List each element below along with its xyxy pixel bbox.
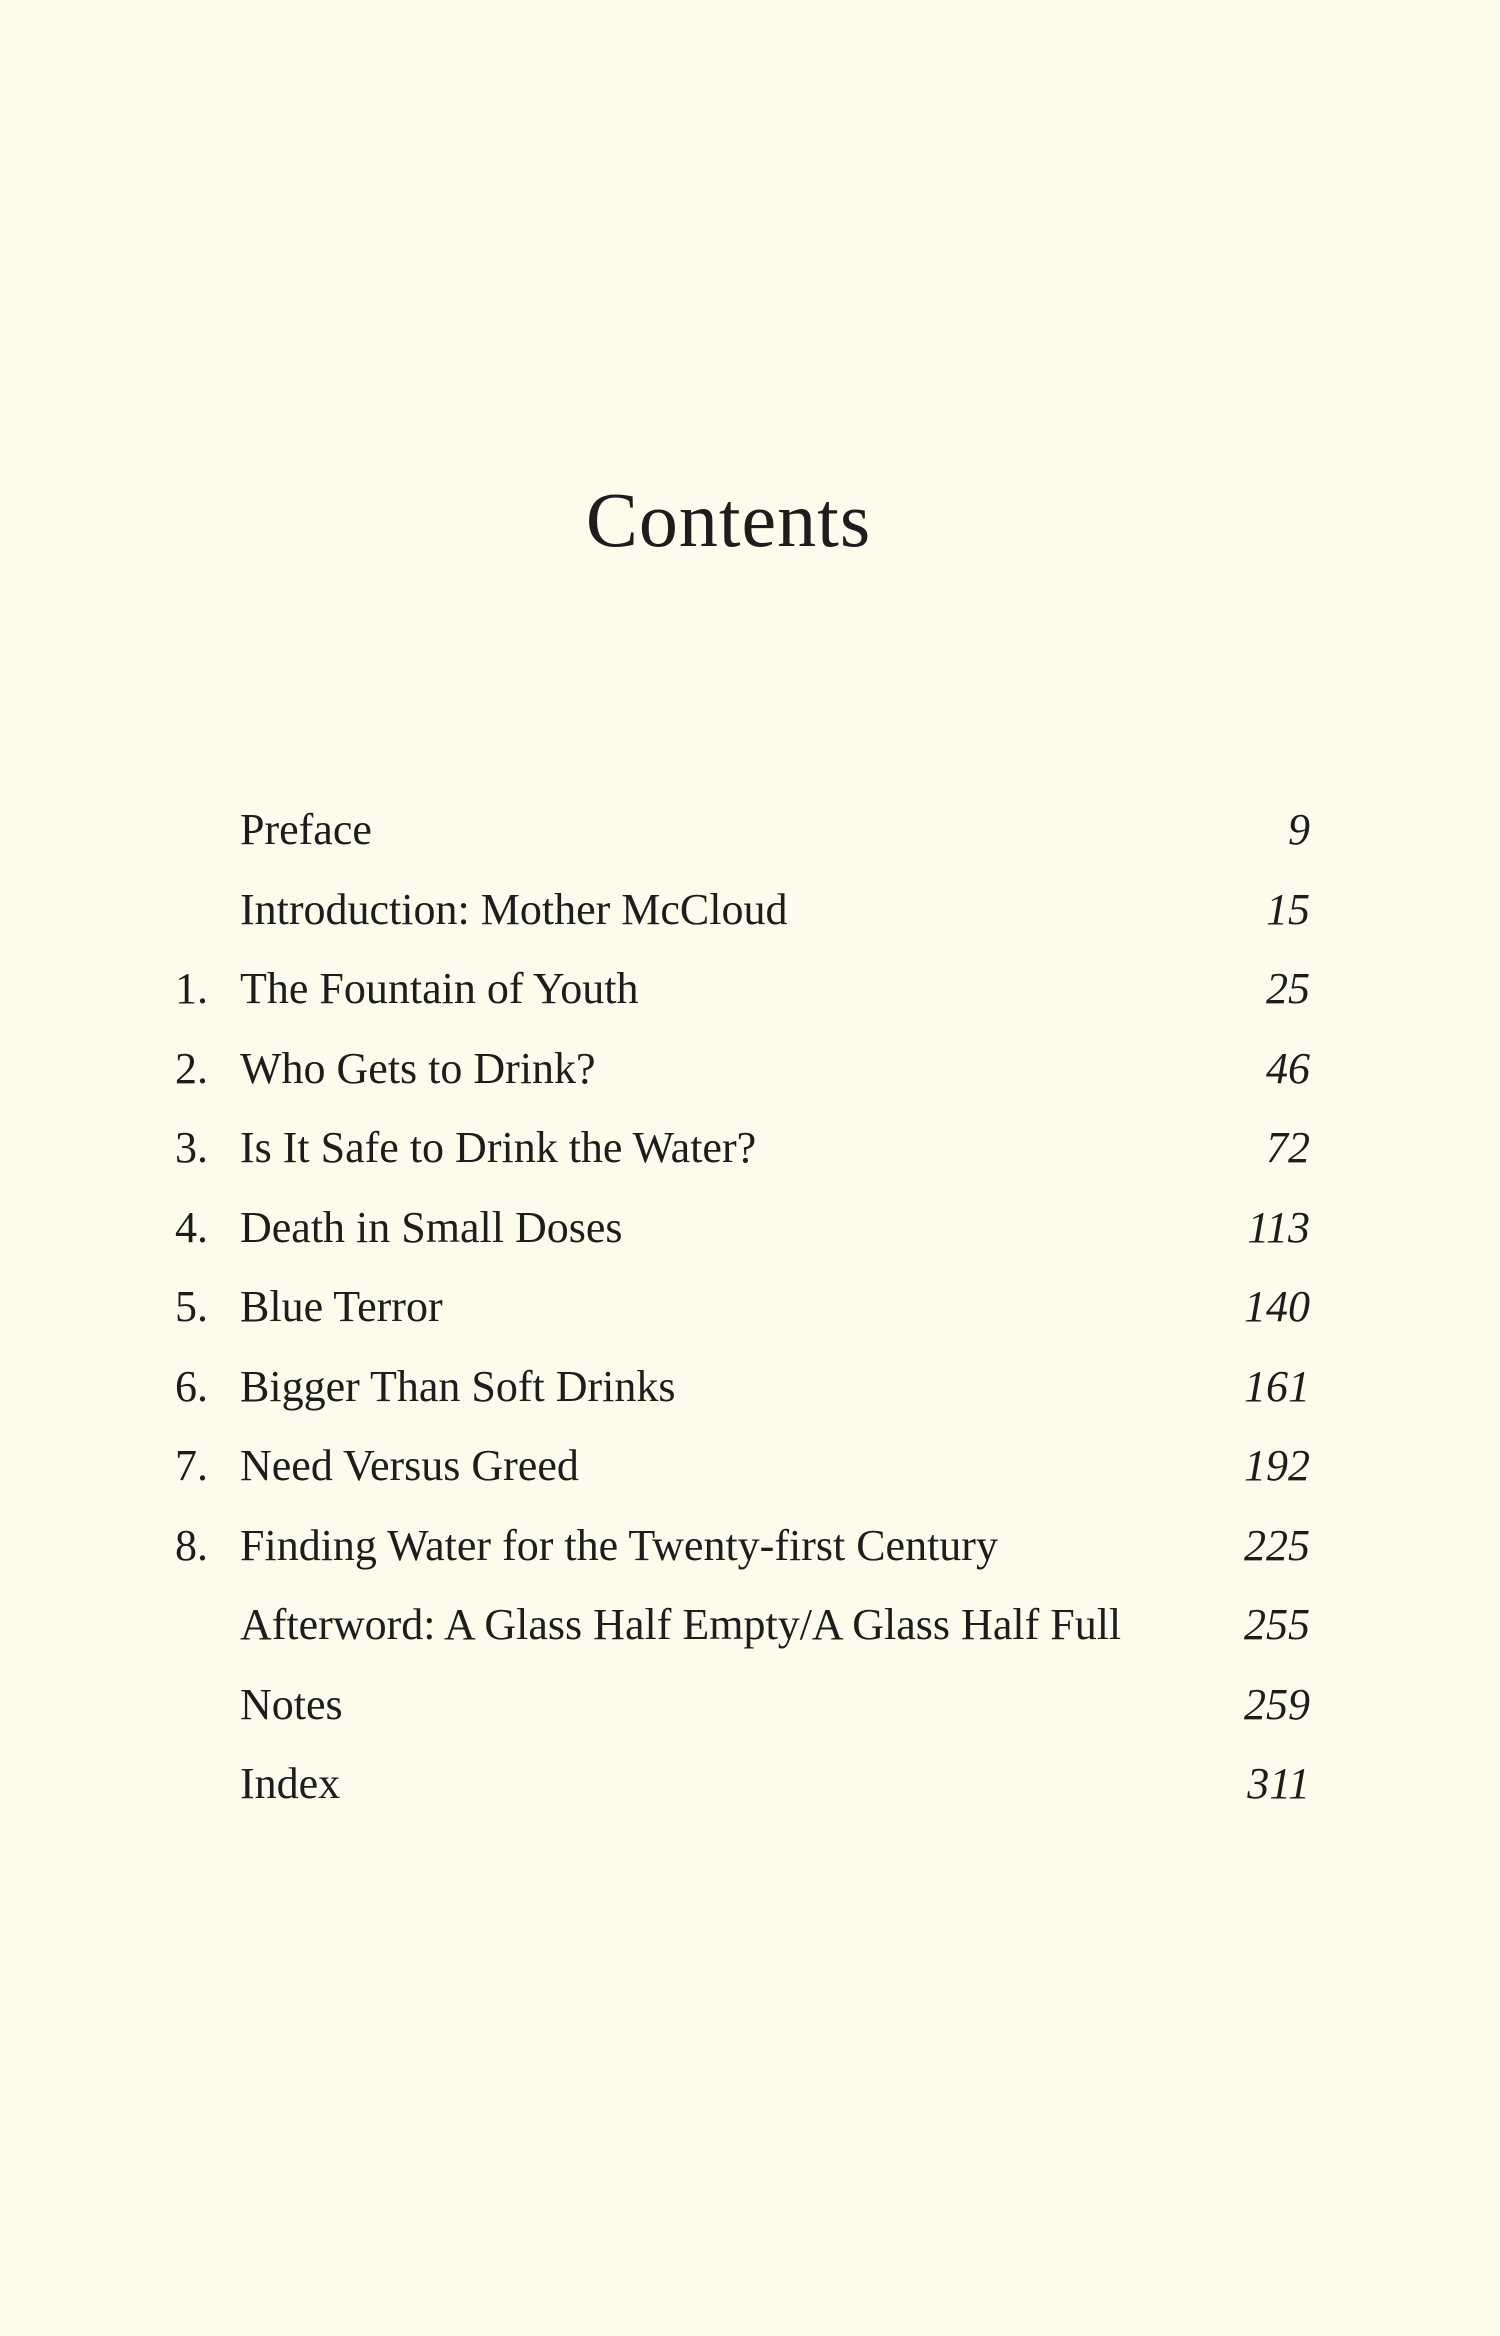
- toc-entry-chapter-4: [0, 1188, 1500, 1268]
- chapter-title: Preface: [240, 805, 372, 854]
- toc-entry-afterword: [0, 1585, 1500, 1665]
- chapter-title: Blue Terror: [240, 1282, 443, 1331]
- page-number: 225: [1244, 1520, 1310, 1570]
- toc-entry-chapter-2: [0, 1029, 1500, 1109]
- page-title: Contents: [585, 476, 872, 563]
- chapter-number: 1.: [175, 964, 208, 1013]
- toc-entry-chapter-5: [0, 1267, 1500, 1347]
- page-number: 9: [1288, 805, 1310, 854]
- chapter-title: Notes: [240, 1679, 343, 1729]
- toc-entry-notes: [0, 1665, 1500, 1745]
- chapter-number: 4.: [175, 1202, 208, 1252]
- page-number: 15: [1266, 884, 1310, 934]
- chapter-title: Bigger Than Soft Drinks: [240, 1361, 676, 1411]
- page-number: 140: [1244, 1282, 1310, 1331]
- chapter-title: Index: [240, 1759, 341, 1808]
- toc-entry-chapter-6: [0, 1347, 1500, 1427]
- toc-entry-chapter-3: [0, 1108, 1500, 1188]
- chapter-number: 3.: [175, 1123, 208, 1172]
- chapter-number: 6.: [175, 1361, 208, 1411]
- chapter-title: Finding Water for the Twenty-first Century: [240, 1520, 998, 1570]
- chapter-title: Introduction: Mother McCloud: [240, 884, 788, 934]
- chapter-title: Who Gets to Drink?: [240, 1043, 596, 1093]
- toc-entry-introduction: [0, 870, 1500, 950]
- page-number: 255: [1244, 1600, 1310, 1649]
- toc-entry-chapter-8: [0, 1506, 1500, 1586]
- table-of-contents: [0, 790, 1500, 1824]
- page-number: 161: [1244, 1361, 1310, 1411]
- chapter-title: The Fountain of Youth: [240, 964, 639, 1013]
- chapter-title: Is It Safe to Drink the Water?: [240, 1123, 757, 1172]
- chapter-number: 2.: [175, 1043, 208, 1093]
- toc-entry-chapter-1: [0, 949, 1500, 1029]
- toc-entry-chapter-7: [0, 1426, 1500, 1506]
- chapter-number: 7.: [175, 1441, 208, 1490]
- page-number: 25: [1266, 964, 1310, 1013]
- page-number: 46: [1266, 1043, 1310, 1093]
- chapter-number: 5.: [175, 1282, 208, 1331]
- chapter-title: Death in Small Doses: [240, 1202, 623, 1252]
- chapter-title: Afterword: A Glass Half Empty/A Glass Half Full: [240, 1600, 1122, 1649]
- page-number: 192: [1244, 1441, 1310, 1490]
- page-number: 72: [1266, 1123, 1310, 1172]
- page-number: 311: [1247, 1759, 1310, 1808]
- toc-entry-preface: [0, 790, 1500, 870]
- chapter-title: Need Versus Greed: [240, 1441, 579, 1490]
- page-number: 113: [1247, 1202, 1310, 1252]
- chapter-number: 8.: [175, 1520, 208, 1570]
- toc-entry-index: [0, 1744, 1500, 1824]
- page-number: 259: [1244, 1679, 1310, 1729]
